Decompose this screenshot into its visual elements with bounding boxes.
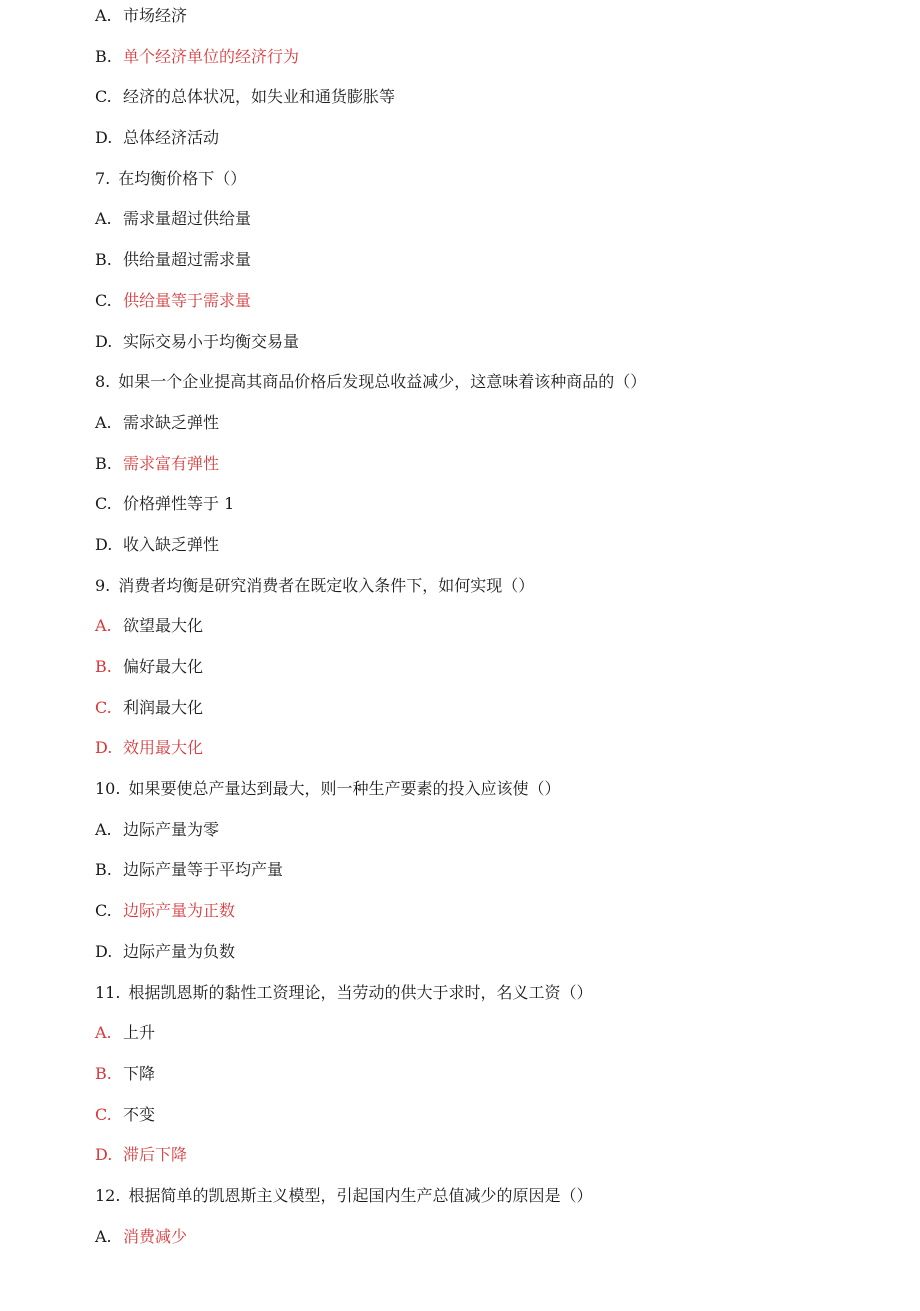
question-text: 如果一个企业提高其商品价格后发现总收益减少，这意味着该种商品的（） [118,372,647,392]
option-text: 价格弹性等于 1 [123,494,235,514]
option-line [95,327,895,368]
option-label: D. [95,128,113,148]
option-text: 需求富有弹性 [123,453,220,473]
option-label: C. [95,87,112,107]
option-label: A. [95,209,112,229]
option-line [95,530,895,571]
option-label: A. [95,1226,112,1246]
option-line [95,1140,895,1181]
question-line [95,774,895,815]
option-label: C. [95,290,112,310]
question-line [95,1181,895,1222]
option-text: 边际产量为零 [123,819,220,839]
question-number: 11. [95,982,121,1002]
option-line [95,733,895,774]
option-text: 实际交易小于均衡交易量 [123,331,300,351]
option-label: A. [95,1023,112,1043]
option-text: 效用最大化 [123,738,204,758]
option-line [95,0,895,42]
option-label: C. [95,494,112,514]
option-label: D. [95,941,113,961]
option-line [95,489,895,530]
option-line [95,286,895,327]
option-text: 总体经济活动 [123,128,220,148]
question-number: 7. [95,168,111,188]
option-label: A. [95,616,112,636]
option-label: B. [95,453,112,473]
option-label: B. [95,46,112,66]
option-text: 市场经济 [123,6,188,25]
option-text: 下降 [123,1063,156,1083]
option-label: D. [95,534,113,554]
option-line [95,204,895,245]
question-line [95,367,895,408]
option-line [95,1222,895,1263]
option-label: C. [95,901,112,921]
option-line [95,408,895,449]
option-line [95,652,895,693]
option-line [95,815,895,856]
question-text: 消费者均衡是研究消费者在既定收入条件下，如何实现（） [118,575,535,595]
option-label: D. [95,738,113,758]
option-line [95,1018,895,1059]
question-text: 根据凯恩斯的黏性工资理论，当劳动的供大于求时，名义工资（） [128,982,593,1002]
option-text: 单个经济单位的经济行为 [123,46,300,66]
option-text: 消费减少 [123,1226,188,1246]
option-label: B. [95,250,112,270]
question-line [95,571,895,612]
question-text: 根据简单的凯恩斯主义模型，引起国内生产总值减少的原因是（） [128,1185,593,1205]
option-text: 利润最大化 [123,697,204,717]
option-text: 上升 [123,1023,156,1043]
question-text: 如果要使总产量达到最大，则一种生产要素的投入应该使（） [128,779,561,799]
option-label: B. [95,657,112,676]
question-number: 8. [95,372,111,392]
option-text: 边际产量为负数 [123,941,236,961]
document-page [95,0,895,1262]
option-line [95,937,895,978]
option-line [95,82,895,123]
question-number: 10. [95,779,121,799]
option-label: C. [95,697,112,717]
option-text: 经济的总体状况，如失业和通货膨胀等 [123,87,396,107]
option-text: 需求缺乏弹性 [123,412,220,432]
option-text: 供给量超过需求量 [123,250,252,270]
question-number: 12. [95,1185,121,1205]
option-text: 偏好最大化 [123,657,204,676]
option-line [95,1100,895,1141]
option-text: 边际产量为正数 [123,901,236,921]
option-text: 滞后下降 [123,1145,188,1165]
option-line [95,245,895,286]
option-line [95,42,895,83]
option-line [95,693,895,734]
option-text: 边际产量等于平均产量 [123,860,284,880]
option-label: D. [95,331,113,351]
option-line [95,123,895,164]
option-text: 供给量等于需求量 [123,290,252,310]
option-label: A. [95,6,112,25]
option-label: A. [95,412,112,432]
option-line [95,855,895,896]
option-label: B. [95,1063,112,1083]
option-label: B. [95,860,112,880]
option-line [95,449,895,490]
question-line [95,978,895,1019]
option-line [95,611,895,652]
option-label: C. [95,1104,112,1124]
question-text: 在均衡价格下（） [118,168,247,188]
question-line [95,164,895,205]
option-line [95,1059,895,1100]
option-text: 欲望最大化 [123,616,204,636]
option-text: 需求量超过供给量 [123,209,252,229]
option-label: A. [95,819,112,839]
question-number: 9. [95,575,111,595]
option-text: 不变 [123,1104,156,1124]
option-label: D. [95,1145,113,1165]
option-text: 收入缺乏弹性 [123,534,220,554]
option-line [95,896,895,937]
